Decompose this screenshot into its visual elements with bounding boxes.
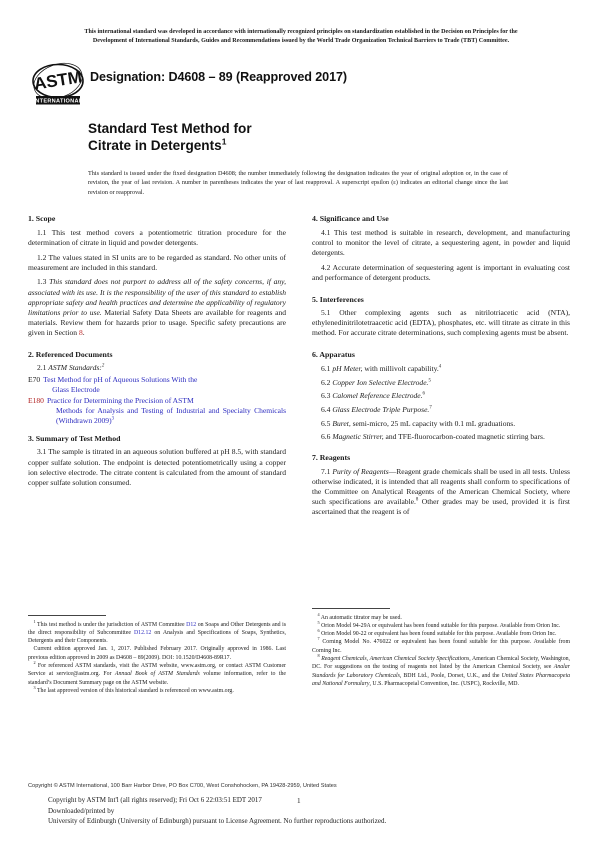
footnote-right-italic-run: United States Pharmacopeia and National Formulary xyxy=(312,672,570,687)
title-line-1: Standard Test Method for xyxy=(88,121,252,136)
apparatus-6-3-number: 6.3 xyxy=(321,391,331,401)
footnote-left-2 xyxy=(28,662,286,687)
svg-text:INTERNATIONAL: INTERNATIONAL xyxy=(33,98,83,105)
paragraph-7-1-footnote: 8 xyxy=(415,497,419,503)
apparatus-6-3-footnote: 6 xyxy=(422,391,425,397)
page-number: 1 xyxy=(297,797,301,805)
paragraph-1-3 xyxy=(28,277,286,338)
section-heading-summary: 3. Summary of Test Method xyxy=(28,433,121,443)
footnote-left-marker-3: 3 xyxy=(33,684,36,690)
footnote-left-text-run: on Analysis and Specifications of Soaps, Synthetics, Detergents and their Components. xyxy=(28,629,286,645)
referenced-standards-number: 2.1 xyxy=(37,363,47,373)
section-heading-interferences: 5. Interferences xyxy=(312,294,364,304)
apparatus-6-3-name: Calomel Reference Electrode. xyxy=(332,391,423,401)
apparatus-6-2-number: 6.2 xyxy=(321,377,331,387)
footnote-left-text-run: Current edition approved Jan. 1, 2017. Published February 2017. Originally approved in 1986. Last previous edition approved in 2009 as D4608 – 89(2009). DOI: 10.1520/D4608-89R17. xyxy=(28,646,286,661)
footnote-divider-left xyxy=(28,615,106,616)
paragraph-1-3-number: 1.3 xyxy=(37,277,47,287)
footnote-left-cont-1 xyxy=(28,645,286,662)
title-line-2: Citrate in Detergents xyxy=(88,138,222,154)
wto-preamble xyxy=(32,28,570,46)
footnote-right-text-run: Corning Model No. 476022 or equivalent has been found suitable for this purpose. Available from Corning Inc. xyxy=(312,639,570,654)
apparatus-6-5-rest: semi-micro, 25 mL capacity with 0.1 mL graduations. xyxy=(350,418,516,428)
license-line-1: Copyright by ASTM Int'l (all rights reserved); Fri Oct 6 22:03:51 EDT 2017 xyxy=(48,796,262,804)
license-line-2: Downloaded/printed by xyxy=(48,806,115,815)
footnote-right-italic-run: Reagent Chemicals, American Chemical Society Specifications xyxy=(321,655,470,662)
apparatus-6-1-name: pH Meter, xyxy=(332,363,363,373)
apparatus-6-6-number: 6.6 xyxy=(321,432,331,442)
footnote-right-italic-run: Analar Standards for Laboratory Chemicals xyxy=(312,664,570,679)
astm-logo-icon xyxy=(30,62,86,108)
apparatus-6-1-rest: with millivolt capability. xyxy=(362,363,439,373)
footnote-left-marker-2: 2 xyxy=(33,660,36,666)
wto-preamble-line1: This international standard was developed in accordance with internationally recognized principles on standardization established in the Decision on Principles for the xyxy=(84,29,518,35)
paragraph-7-1-a: —Reagent grade chemicals shall be used in all tests. Unless otherwise indicated, it is intended that all reagents shall conform to specifications of the Committee on Analytical Reagents of the American Chemical Society, where such specifications are available. xyxy=(312,466,570,507)
footnote-link-d12[interactable]: D12 xyxy=(186,621,197,628)
section-heading-reagents: 7. Reagents xyxy=(312,453,351,463)
reference-title-e180-line2: Methods for Analysis and Testing of Industrial and Specialty Chemicals (Withdrawn 2009)$^3$ xyxy=(55,406,286,426)
footnote-right-text-run: Orion Model 94-29A or equivalent has been found suitable for this purpose. Available from Orion Inc. xyxy=(319,622,561,629)
paragraph-7-1-number: 7.1 xyxy=(321,466,331,476)
reference-title-e70-line2: Glass Electrode xyxy=(52,385,100,395)
reference-e180-footnote: 3 xyxy=(111,416,115,422)
paragraph-4-2: 4.2 Accurate determination of sequestering agent is important in evaluating cost and performance of detergent products. xyxy=(312,262,570,282)
apparatus-item-6-1 xyxy=(312,364,570,374)
footnote-right-marker-7: 7 xyxy=(317,636,320,642)
section-heading-scope: 1. Scope xyxy=(28,214,56,223)
footnote-right-text-run: Orion Model 90-22 or equivalent has been found suitable for this purpose. Available from Orion Inc. xyxy=(319,631,557,638)
designation-text: Designation: D4608 – 89 (Reapproved 2017) xyxy=(90,70,347,84)
apparatus-item-6-2 xyxy=(312,378,570,388)
section-heading-significance: 4. Significance and Use xyxy=(312,214,389,223)
footnote-left-text-run: on Soaps and Other Detergents and is the direct responsibility of Subcommittee xyxy=(28,621,286,636)
license-line-3: University of Edinburgh (University of Edinburgh) pursuant to License Agreement. No further reproductions authorized. xyxy=(48,817,387,826)
apparatus-6-2-footnote: 5 xyxy=(428,378,431,383)
footnote-left-text-run: This test method is under the jurisdiction of ASTM Committee xyxy=(35,621,187,628)
apparatus-item-6-4 xyxy=(312,405,570,415)
apparatus-6-5-name: Buret, xyxy=(332,418,351,428)
section-heading-apparatus: 6. Apparatus xyxy=(312,350,355,360)
paragraph-1-3-end: . xyxy=(82,328,85,338)
designation-row xyxy=(28,62,568,108)
paragraph-7-1-b: Other grades may be used, provided it is first ascertained that the reagent is of xyxy=(312,497,570,517)
footnote-right-6 xyxy=(312,630,570,638)
footnote-left-text-run: The last approved version of this historical standard is referenced on www.astm.org. xyxy=(35,687,234,694)
reference-item-e70[interactable] xyxy=(28,375,286,395)
footnote-right-text-run: An automatic titrator may be used. xyxy=(319,614,402,621)
footnote-right-5 xyxy=(312,619,570,630)
paragraph-7-1-italic: Purity of Reagents xyxy=(332,466,389,476)
apparatus-6-4-footnote: 7 xyxy=(429,405,432,411)
paragraph-4-1: 4.1 This test method is suitable in research, development, and manufacturing control to monitor the level of citrate, a sequestering agent, in powder and liquid detergents. xyxy=(312,227,570,257)
footnote-right-marker-8: 8 xyxy=(317,653,320,659)
footnote-left-1 xyxy=(28,618,286,646)
title-footnote-marker: 1 xyxy=(221,136,227,147)
apparatus-6-1-footnote: 4 xyxy=(438,364,442,370)
footnote-left-italic-run: Annual Book of ASTM Standards xyxy=(114,671,200,678)
body-column-left xyxy=(28,214,286,493)
paragraph-3-1: 3.1 The sample is titrated in an aqueous solution buffered at pH 8.5, with standard copper sulfate solution. The endpoint is detected potentiometrically using a copper ion selective electrode. The citrate content is calculated from the amount of standard copper sulfate solution consumed. xyxy=(28,447,286,487)
footnote-left-text-run: For referenced ASTM standards, visit the ASTM website, www.astm.org, or contact ASTM Customer Service at service@astm.org. For xyxy=(28,662,286,678)
footnote-right-text-run: , BDH Ltd., Poole, Dorset, U.K., and the xyxy=(399,672,502,679)
page-title xyxy=(88,120,508,155)
footnote-right-text-run: , U.S. Pharmacopeial Convention, Inc. (USPC), Rockville, MD. xyxy=(369,680,519,687)
referenced-standards-footnote: 2 xyxy=(101,363,105,369)
footnote-link-d12-12[interactable]: D12.12 xyxy=(133,629,152,636)
reference-id-e70[interactable]: E70 xyxy=(28,375,41,385)
body-column-right xyxy=(312,214,570,522)
footnote-right-8 xyxy=(312,655,570,688)
apparatus-6-1-number: 6.1 xyxy=(321,363,331,373)
link-section-8[interactable]: 8 xyxy=(78,328,83,338)
reference-id-e180[interactable]: E180 xyxy=(28,395,44,405)
apparatus-item-6-5 xyxy=(312,419,570,429)
footnotes-right xyxy=(312,608,570,688)
paragraph-5-1: 5.1 Other complexing agents such as nitrilotriacetic acid (NTA), ethylenedinitrilotetraacetic acid (EDTA), phosphates, etc. will titrate as citrate in this method. For accurate citrate determinations, such complexing agents must be absent. xyxy=(312,308,570,338)
section-heading-referenced-documents: 2. Referenced Documents xyxy=(28,349,113,359)
reference-title-e180-line1: Practice for Determining the Precision of ASTM xyxy=(46,395,194,405)
footnote-left-marker-1: 1 xyxy=(33,618,36,624)
footnotes-left xyxy=(28,615,286,695)
footnote-divider-right xyxy=(312,608,390,609)
wto-preamble-line2: Development of International Standards, Guides and Recommendations issued by the World Trade Organization Technical Barriers to Trade (TBT) Committee. xyxy=(92,38,510,45)
apparatus-6-2-name: Copper Ion Selective Electrode. xyxy=(332,377,429,387)
reference-title-e180[interactable] xyxy=(47,396,286,426)
apparatus-6-6-rest: and TFE-fluorocarbon-coated magnetic stirring bars. xyxy=(383,432,545,442)
referenced-standards-label: ASTM Standards: xyxy=(48,363,102,373)
license-block xyxy=(48,795,568,827)
footnote-right-text-run: , American Chemical Society, Washington, DC. For suggestions on the testing of reagents not listed by the American Chemical Society, see xyxy=(312,655,571,671)
svg-text:ASTM: ASTM xyxy=(32,67,84,94)
apparatus-item-6-6 xyxy=(312,432,570,442)
footnote-right-4 xyxy=(312,611,570,622)
paragraph-1-1: 1.1 This test method covers a potentiometric titration procedure for the determination of citrate in liquid and powder detergents. xyxy=(28,227,286,247)
reference-title-e70-line1: Test Method for pH of Aqueous Solutions With the xyxy=(43,375,198,385)
apparatus-6-6-name: Magnetic Stirrer, xyxy=(332,432,384,442)
paragraph-1-2: 1.2 The values stated in SI units are to be regarded as standard. No other units of measurement are included in this standard. xyxy=(28,252,286,272)
apparatus-6-4-name: Glass Electrode Triple Purpose. xyxy=(332,404,430,414)
reference-item-e180[interactable] xyxy=(28,396,286,426)
apparatus-item-6-3 xyxy=(312,391,570,401)
apparatus-6-5-number: 6.5 xyxy=(321,418,331,428)
footnote-right-marker-4: 4 xyxy=(317,611,320,617)
reference-title-e70[interactable] xyxy=(43,375,286,395)
footnote-left-text-run: volume information, refer to the standard’s Document Summary page on the ASTM website. xyxy=(28,671,286,686)
title-block xyxy=(88,120,508,197)
footnote-right-7 xyxy=(312,638,570,655)
copyright-notice: Copyright © ASTM International, 100 Barr Harbor Drive, PO Box C700, West Conshohocken, PA 19428-2959, United States xyxy=(28,783,337,789)
footnote-left-3 xyxy=(28,684,286,695)
paragraph-7-1 xyxy=(312,467,570,518)
apparatus-6-4-number: 6.4 xyxy=(321,404,331,414)
referenced-standards-subheading xyxy=(28,363,286,373)
issue-note: This standard is issued under the fixed designation D4608; the number immediately following the designation indicates the year of original adoption or, in the case of revision, the year of last revision. A number in parentheses indicates the year of last reapproval. A superscript epsilon (ε) indicates an editorial change since the last revision or reapproval. xyxy=(88,169,508,196)
paragraph-1-3-rest: Material Safety Data Sheets are available for reagents and materials. Review them for hazards prior to usage. Specific safety precautions are given in Section xyxy=(28,307,286,338)
footnote-right-marker-6: 6 xyxy=(317,628,320,634)
paragraph-1-3-italic: This standard does not purport to address all of the safety concerns, if any, associated with its use. It is the responsibility of the user of this standard to establish appropriate safety and health practices and determine the applicability of regulatory limitations prior to use. xyxy=(28,277,286,317)
footnote-right-marker-5: 5 xyxy=(317,619,320,625)
